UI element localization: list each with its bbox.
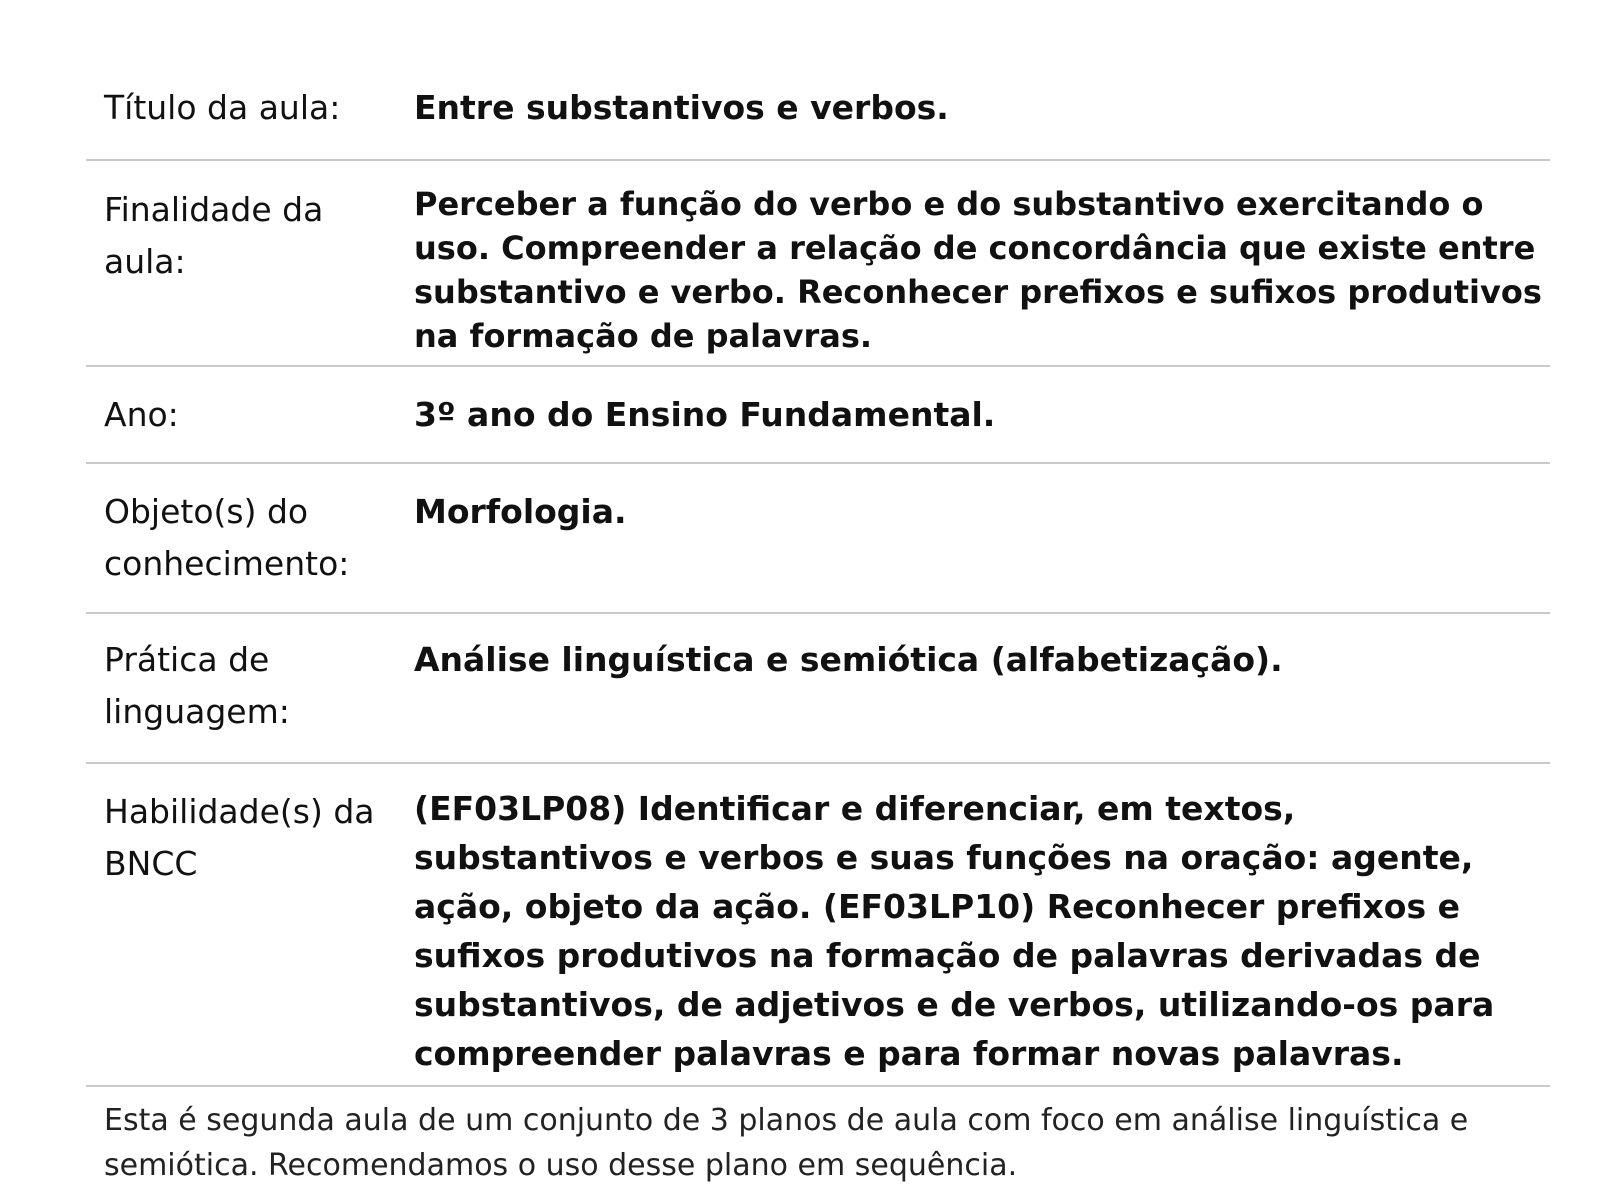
row-label: Objeto(s) do conhecimento: <box>104 492 350 583</box>
row-value: (EF03LP08) Identificar e diferenciar, em textos, substantivos e verbos e suas funções na oração: agente, ação, objeto da ação. (EF03LP10) Reconhecer prefixos e sufixos produtivos na formação de palavras derivadas de substantivos, de adjetivos e de verbos, utilizando-os para compreender palavras e para formar novas palavras. <box>414 789 1495 1073</box>
row-value: 3º ano do Ensino Fundamental. <box>414 395 996 434</box>
row-finalidade <box>86 161 1550 367</box>
row-label: Finalidade da aula: <box>104 190 324 281</box>
row-pratica <box>86 614 1550 764</box>
row-habilidades <box>86 764 1550 1087</box>
lesson-info-table <box>86 52 1550 1087</box>
row-label: Habilidade(s) da BNCC <box>104 792 375 883</box>
row-label: Título da aula: <box>104 88 341 127</box>
row-titulo <box>86 52 1550 161</box>
row-value: Entre substantivos e verbos. <box>414 88 949 127</box>
row-label: Prática de linguagem: <box>104 640 290 731</box>
row-ano <box>86 367 1550 464</box>
row-value: Perceber a função do verbo e do substantivo exercitando o uso. Compreender a relação de concordância que existe entre substantivo e verbo. Reconhecer prefixos e sufixos produtivos na formação de palavras. <box>414 185 1542 355</box>
sequence-note: Esta é segunda aula de um conjunto de 3 planos de aula com foco em análise linguística e semiótica. Recomendamos o uso desse plano em sequência. <box>104 1103 1469 1183</box>
row-value: Morfologia. <box>414 492 627 531</box>
row-label: Ano: <box>104 395 179 434</box>
row-value: Análise linguística e semiótica (alfabetização). <box>414 640 1283 679</box>
row-objeto <box>86 464 1550 614</box>
